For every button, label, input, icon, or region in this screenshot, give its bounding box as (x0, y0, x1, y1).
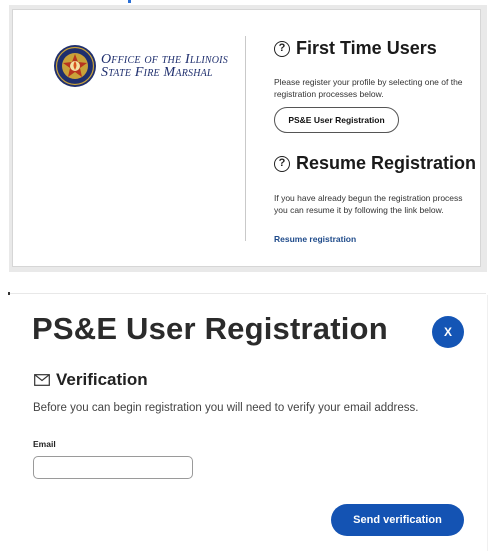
osfm-logo (53, 44, 233, 96)
vertical-divider (245, 36, 246, 241)
cropped-fragment (128, 0, 131, 3)
verification-heading-text: Verification (56, 370, 148, 389)
logo-wordmark (101, 53, 228, 79)
verification-heading (34, 370, 148, 390)
send-verification-button[interactable]: Send verification (331, 504, 464, 536)
pse-user-registration-button[interactable]: PS&E User Registration (274, 107, 399, 133)
verification-instructions: Before you can begin registration you will need to verify your email address. (33, 402, 419, 414)
email-field[interactable] (33, 456, 193, 479)
resume-registration-heading (274, 153, 476, 174)
envelope-icon (34, 374, 50, 386)
logo-line-2: State Fire Marshal (101, 65, 213, 80)
resume-registration-link[interactable]: Resume registration (274, 234, 357, 244)
panel-separator (10, 293, 486, 294)
panel-right-edge (487, 295, 488, 551)
question-circle-icon: ? (274, 156, 290, 172)
email-label: Email (33, 439, 56, 449)
first-time-users-heading (274, 38, 437, 59)
modal-title: PS&E User Registration (32, 311, 388, 346)
first-time-heading-text: First Time Users (296, 38, 437, 58)
question-circle-icon: ? (274, 41, 290, 57)
first-time-description: Please register your profile by selecting one of the registration processes below. (274, 77, 463, 99)
resume-description: If you have already begun the registration process you can resume it by following the link below. (274, 193, 463, 215)
landing-card (12, 9, 481, 267)
close-button[interactable]: X (432, 316, 464, 348)
logo-line-1: Office of the Illinois (101, 52, 228, 67)
fire-marshal-seal-icon (53, 44, 97, 88)
resume-heading-text: Resume Registration (296, 153, 477, 173)
